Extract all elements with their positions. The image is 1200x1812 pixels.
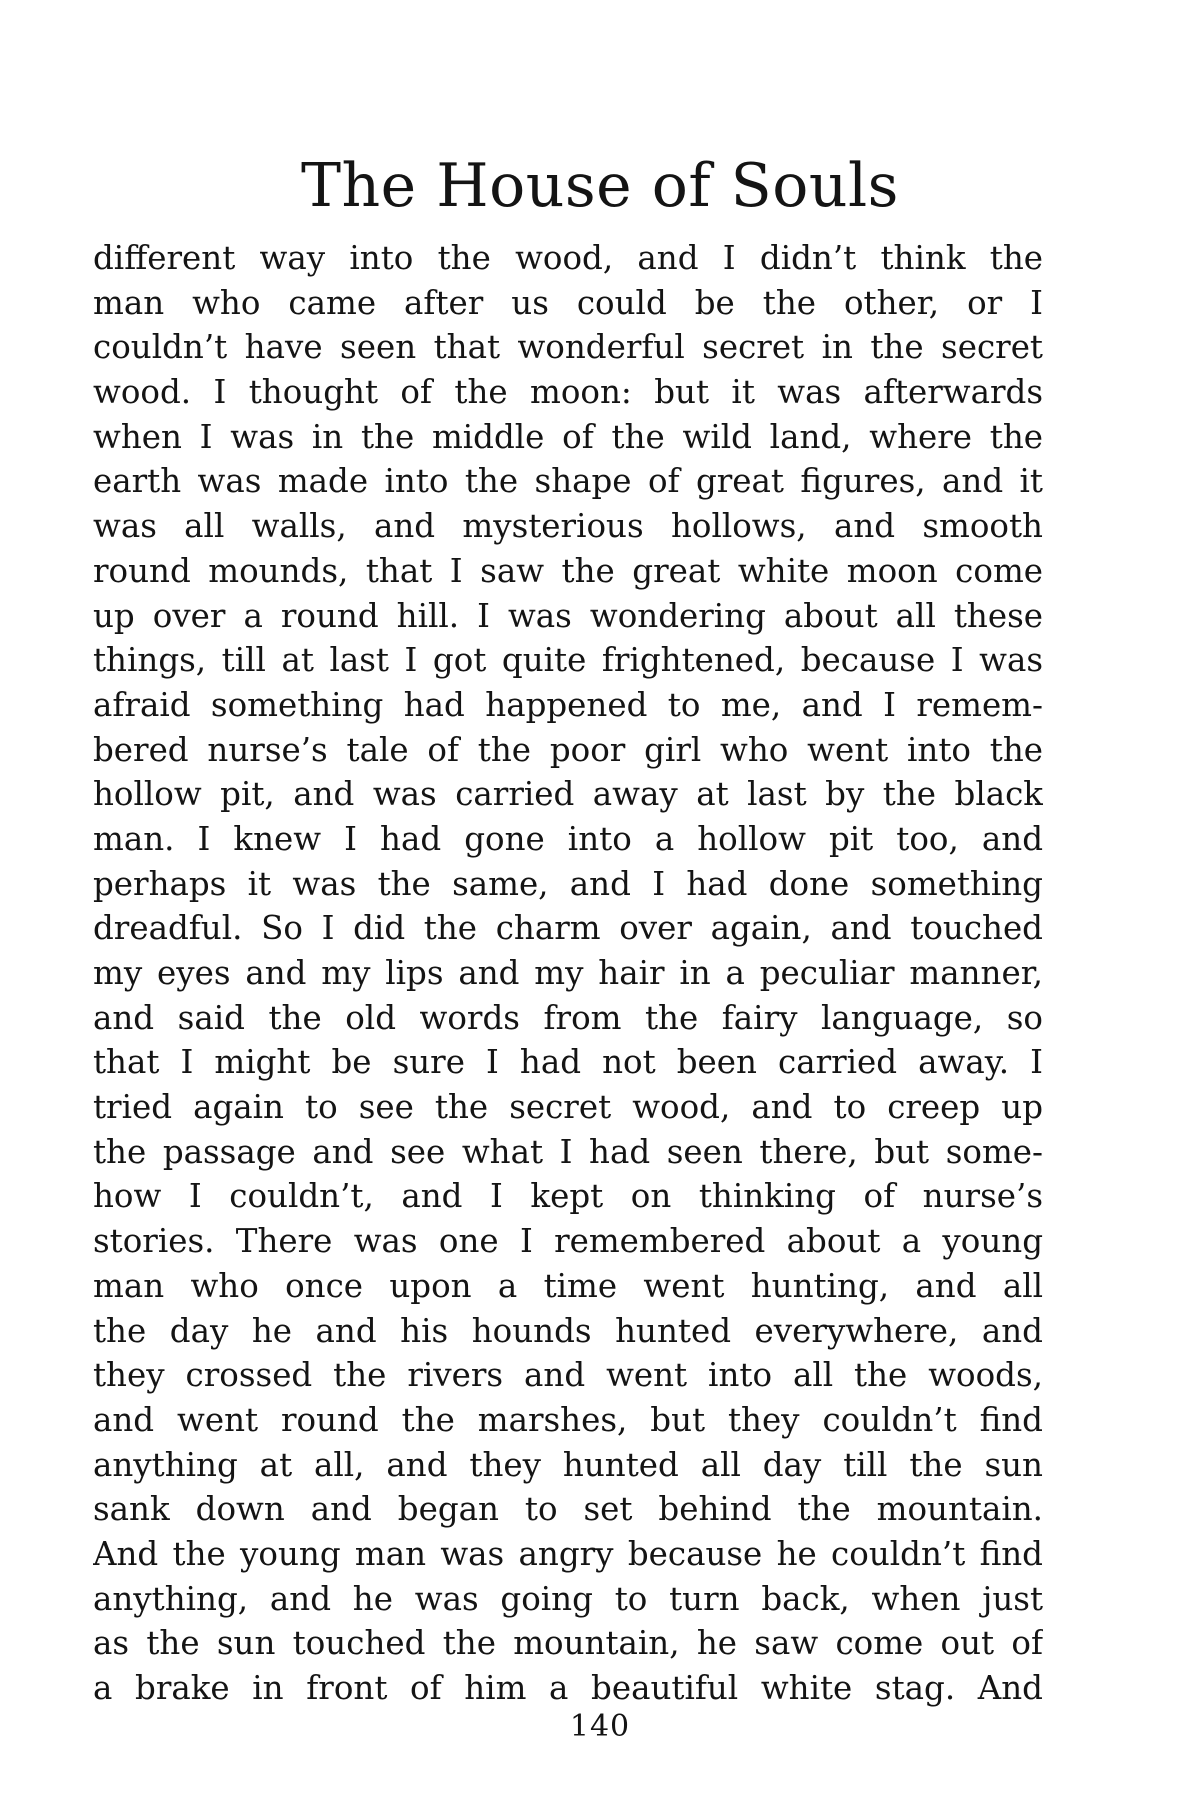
text-line: different way into the wood, and I didn’t think the bbox=[93, 239, 1043, 277]
text-line: man who once upon a time went hunting, and all bbox=[93, 1266, 1043, 1305]
text-line: anything, and he was going to turn back, when just bbox=[93, 1579, 1043, 1618]
text-line: afraid something had happened to me, and I remem- bbox=[93, 685, 1043, 724]
text-line: And the young man was angry because he couldn’t find bbox=[93, 1534, 1043, 1573]
text-line: perhaps it was the same, and I had done something bbox=[93, 864, 1043, 903]
text-line: when I was in the middle of the wild land, where the bbox=[93, 417, 1043, 456]
text-line: sank down and began to set behind the mountain. bbox=[93, 1490, 1043, 1529]
text-line: up over a round hill. I was wondering about all these bbox=[93, 596, 1043, 635]
text-line: that I might be sure I had not been carried away. I bbox=[93, 1043, 1043, 1082]
text-line: they crossed the rivers and went into all the woods, bbox=[93, 1356, 1043, 1395]
text-line: was all walls, and mysterious hollows, and smooth bbox=[93, 507, 1043, 546]
text-line: anything at all, and they hunted all day till the sun bbox=[93, 1445, 1043, 1484]
text-line: couldn’t have seen that wonderful secret in the secret bbox=[93, 328, 1043, 367]
text-line: how I couldn’t, and I kept on thinking of nurse’s bbox=[93, 1177, 1043, 1216]
text-line: as the sun touched the mountain, he saw come out of bbox=[93, 1624, 1043, 1663]
page-number: 140 bbox=[569, 1709, 631, 1744]
text-line: tried again to see the secret wood, and to creep up bbox=[93, 1088, 1043, 1127]
text-line: the day he and his hounds hunted everywhere, and bbox=[93, 1311, 1043, 1350]
text-line: earth was made into the shape of great figures, and it bbox=[93, 462, 1043, 501]
text-line: wood. I thought of the moon: but it was afterwards bbox=[93, 373, 1043, 412]
text-line: things, till at last I got quite frightened, because I was bbox=[93, 641, 1043, 680]
text-line: bered nurse’s tale of the poor girl who went into the bbox=[93, 730, 1043, 769]
text-line: hollow pit, and was carried away at last by the black bbox=[93, 775, 1043, 814]
text-line: and went round the marshes, but they couldn’t find bbox=[93, 1400, 1043, 1439]
text-line: round mounds, that I saw the great white moon come bbox=[93, 551, 1043, 590]
body-text bbox=[93, 236, 1043, 1711]
text-line: my eyes and my lips and my hair in a peculiar manner, bbox=[93, 954, 1043, 992]
text-line: and said the old words from the fairy language, so bbox=[93, 998, 1043, 1037]
text-line: the passage and see what I had seen there, but some- bbox=[93, 1132, 1043, 1171]
text-line: man who came after us could be the other, or I bbox=[93, 283, 1043, 322]
text-line: a brake in front of him a beautiful white stag. And bbox=[93, 1669, 1043, 1707]
running-head-title: The House of Souls bbox=[301, 151, 899, 221]
text-line: man. I knew I had gone into a hollow pit too, and bbox=[93, 819, 1043, 858]
text-line: dreadful. So I did the charm over again, and touched bbox=[93, 909, 1043, 948]
text-line: stories. There was one I remembered about a young bbox=[93, 1222, 1043, 1261]
